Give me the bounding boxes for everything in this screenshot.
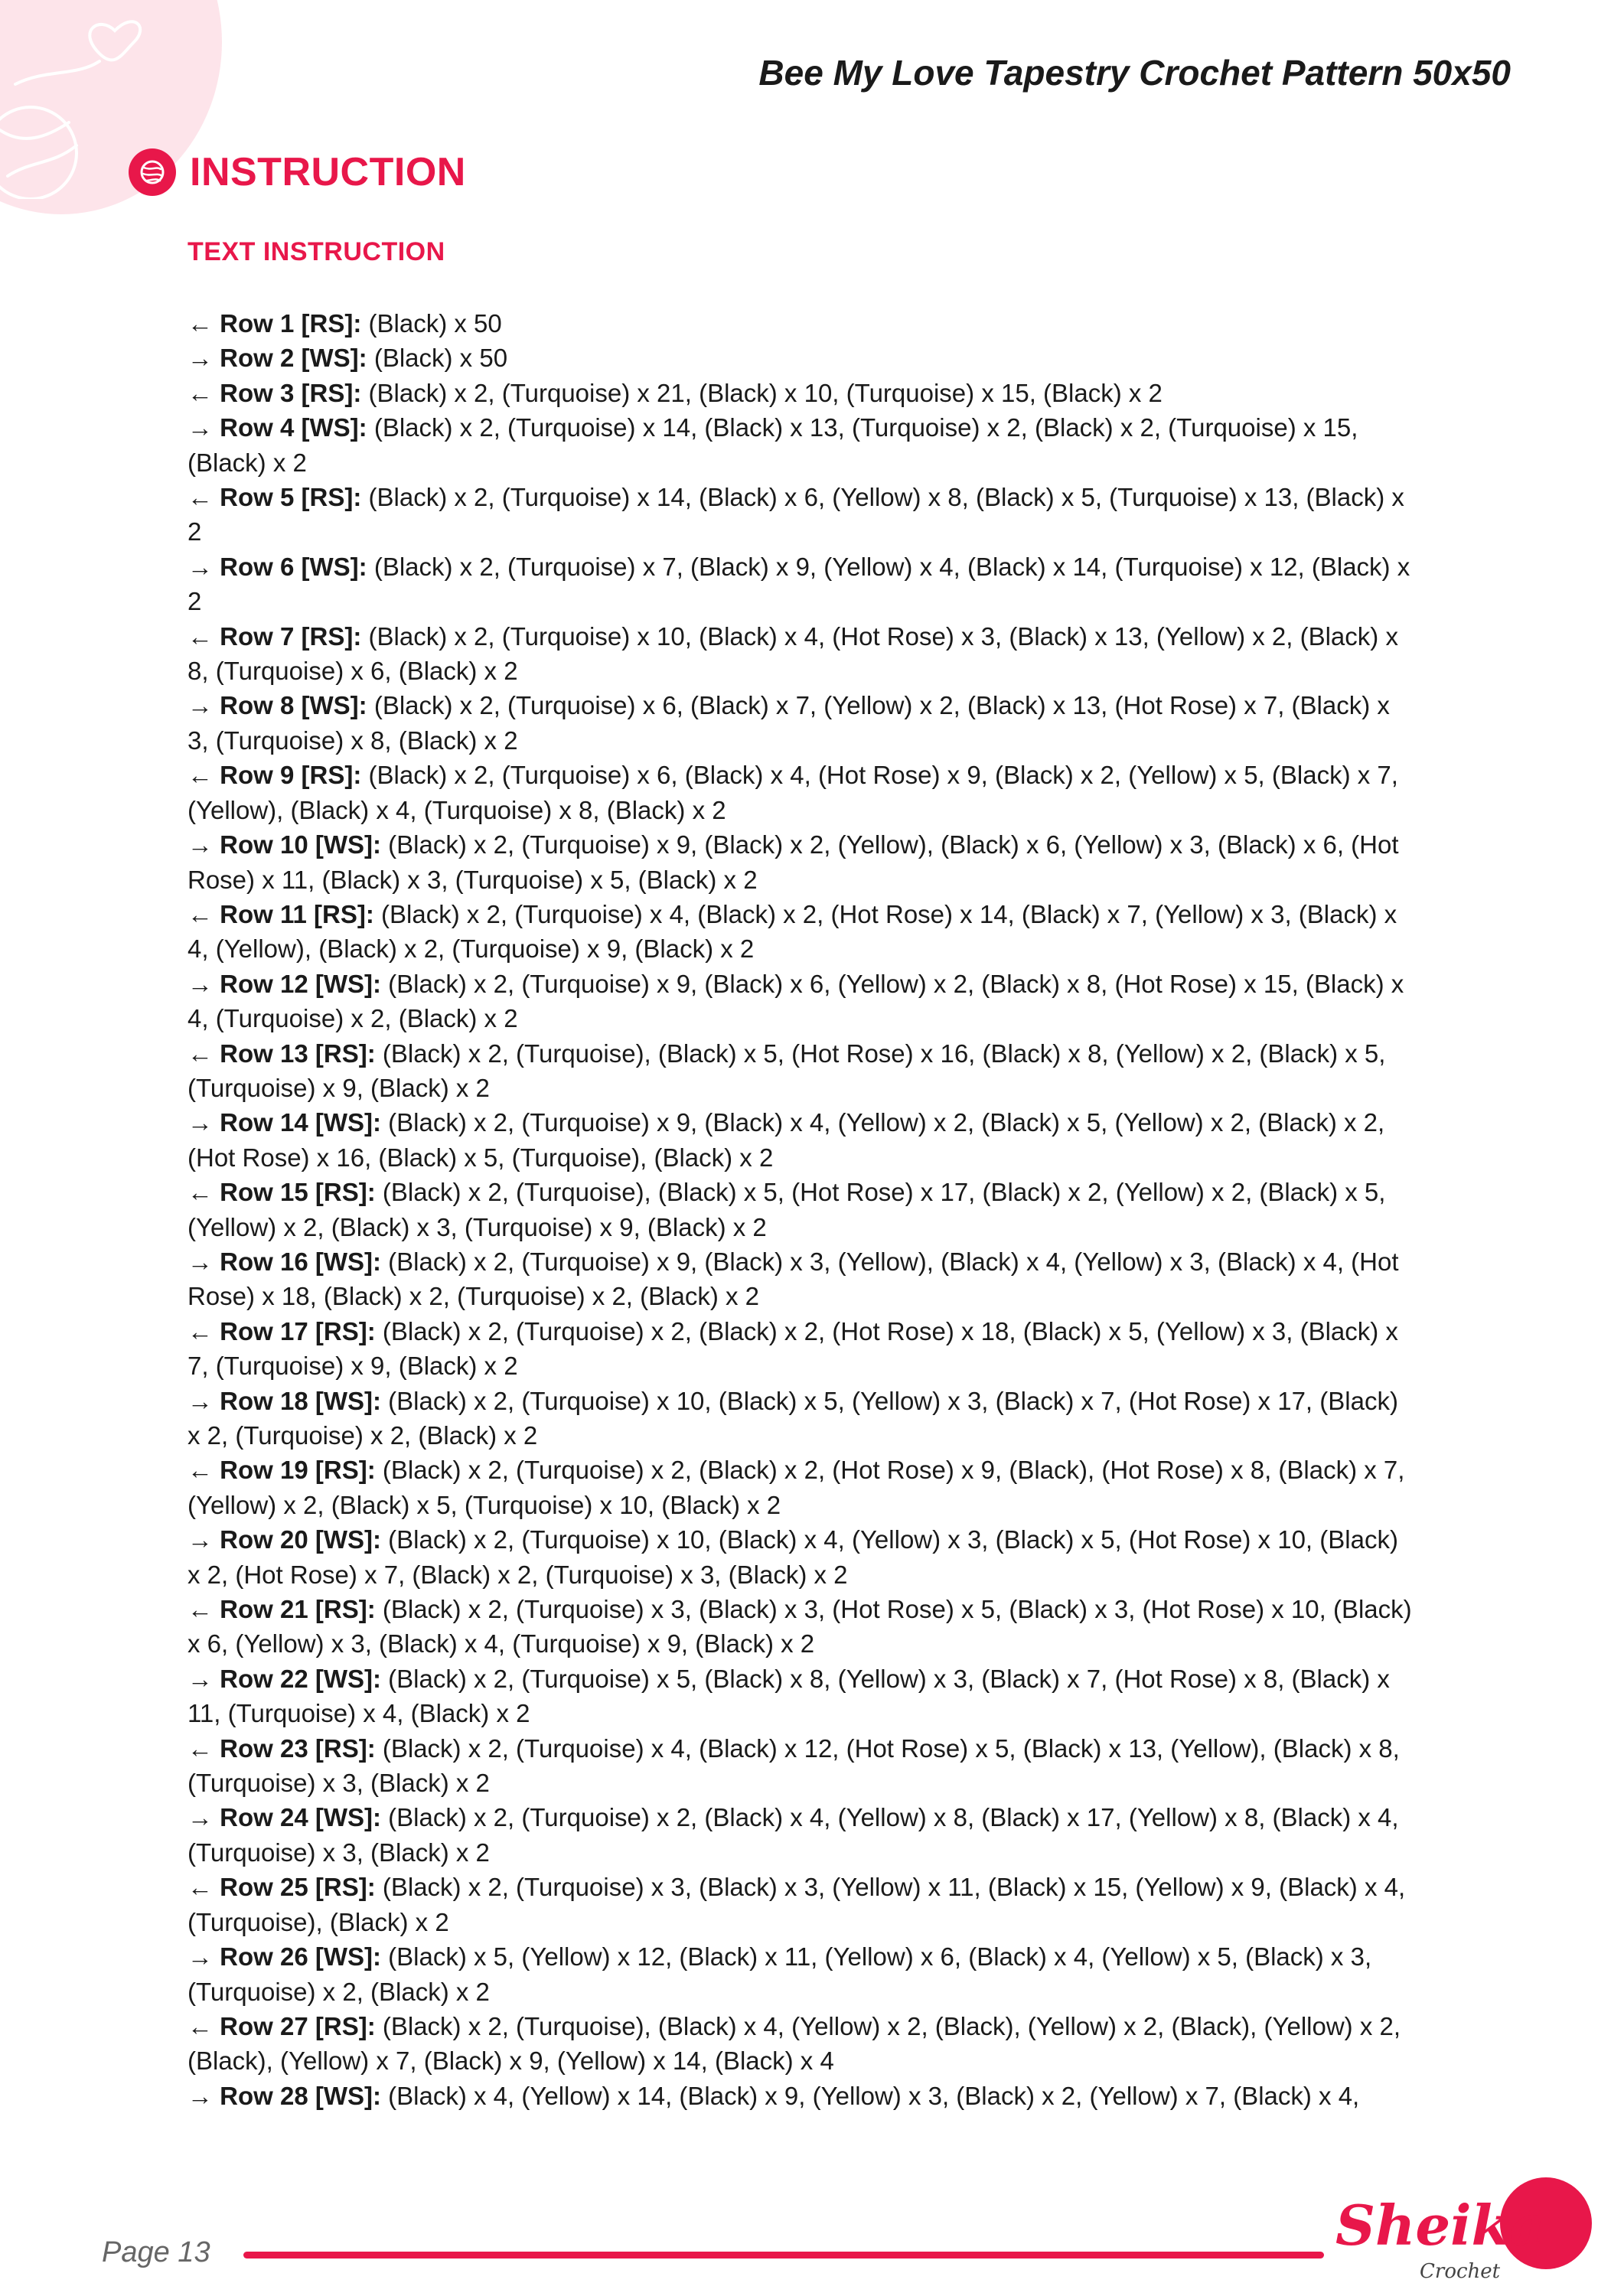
arrow-left-icon: ← [188, 1316, 213, 1345]
row-label: Row 15 [RS]: [220, 1178, 376, 1207]
arrow-left-icon: ← [188, 1873, 213, 1902]
row-label: Row 7 [RS]: [220, 621, 362, 651]
brand-subtitle: Crochet [1420, 2260, 1501, 2283]
arrow-right-icon: → [188, 552, 213, 581]
row-stitches: (Black) x 2, (Turquoise) x 4, (Black) x 2, (Hot Rose) x 14, (Black) x 7, (Yellow) x 3, (Black) x 4, (Yellow), (Black) x 2, (Turquoise) x 9, (Black) x 2 [188, 899, 1397, 964]
row-instruction [188, 1662, 1412, 1731]
arrow-left-icon: ← [188, 2011, 213, 2040]
arrow-left-icon: ← [188, 1039, 213, 1068]
row-label: Row 4 [WS]: [220, 413, 367, 442]
arrow-left-icon: ← [188, 1733, 213, 1763]
row-label: Row 25 [RS]: [220, 1873, 376, 1902]
row-label: Row 26 [WS]: [220, 1942, 381, 1971]
arrow-left-icon: ← [188, 621, 213, 651]
arrow-right-icon: → [188, 1247, 213, 1276]
document-title: Bee My Love Tapestry Crochet Pattern 50x50 [758, 53, 1511, 93]
row-instruction [188, 1105, 1412, 1175]
row-label: Row 8 [WS]: [220, 691, 367, 720]
row-label: Row 12 [WS]: [220, 969, 381, 998]
row-label: Row 16 [WS]: [220, 1247, 381, 1276]
row-instruction [188, 619, 1412, 689]
row-instruction [188, 827, 1412, 897]
row-label: Row 28 [WS]: [220, 2081, 381, 2110]
row-stitches: (Black) x 5, (Yellow) x 12, (Black) x 11, (Yellow) x 6, (Black) x 4, (Yellow) x 5, (Black) x 3, (Turquoise) x 2, (Black) x 2 [188, 1942, 1372, 2006]
brand-name: Sheika [1335, 2193, 1546, 2258]
arrow-right-icon: → [188, 969, 213, 998]
row-instruction [188, 688, 1412, 758]
arrow-right-icon: → [188, 2081, 213, 2110]
section-header [129, 148, 466, 196]
row-label: Row 10 [WS]: [220, 830, 381, 859]
row-stitches: (Black) x 2, (Turquoise) x 9, (Black) x 3, (Yellow), (Black) x 4, (Yellow) x 3, (Black) x 4, (Hot Rose) x 18, (Black) x 2, (Turquoise) x 2, (Black) x 2 [188, 1247, 1399, 1311]
arrow-right-icon: → [188, 1664, 213, 1693]
row-label: Row 27 [RS]: [220, 2011, 376, 2040]
arrow-left-icon: ← [188, 761, 213, 790]
row-label: Row 5 [RS]: [220, 483, 362, 512]
row-instruction [188, 758, 1412, 827]
arrow-left-icon: ← [188, 309, 213, 338]
row-stitches: (Black) x 2, (Turquoise) x 10, (Black) x 5, (Yellow) x 3, (Black) x 7, (Hot Rose) x 17, (Black) x 2, (Turquoise) x 2, (Black) x 2 [188, 1386, 1398, 1450]
arrow-right-icon: → [188, 344, 213, 373]
row-stitches: (Black) x 2, (Turquoise) x 10, (Black) x 4, (Hot Rose) x 3, (Black) x 13, (Yellow) x 2, (Black) x 8, (Turquoise) x 6, (Black) x 2 [188, 621, 1398, 686]
row-stitches: (Black) x 2, (Turquoise) x 9, (Black) x 6, (Yellow) x 2, (Black) x 8, (Hot Rose) x 15, (Black) x 4, (Turquoise) x 2, (Black) x 2 [188, 969, 1404, 1033]
arrow-right-icon: → [188, 830, 213, 859]
row-instruction [188, 1036, 1412, 1106]
arrow-left-icon: ← [188, 483, 213, 512]
arrow-right-icon: → [188, 413, 213, 442]
arrow-left-icon: ← [188, 1178, 213, 1207]
row-label: Row 2 [WS]: [220, 344, 367, 373]
row-instruction [188, 1800, 1412, 1870]
arrow-right-icon: → [188, 1386, 213, 1415]
row-stitches: (Black) x 2, (Turquoise) x 14, (Black) x 6, (Yellow) x 8, (Black) x 5, (Turquoise) x 13, (Black) x 2 [188, 483, 1404, 546]
row-stitches: (Black) x 2, (Turquoise) x 4, (Black) x 12, (Hot Rose) x 5, (Black) x 13, (Yellow), (Black) x 8, (Turquoise) x 3, (Black) x 2 [188, 1733, 1400, 1798]
row-instruction [188, 1314, 1412, 1384]
row-instruction [188, 1592, 1412, 1662]
row-stitches: (Black) x 2, (Turquoise) x 6, (Black) x 7, (Yellow) x 2, (Black) x 13, (Hot Rose) x 7, (Black) x 3, (Turquoise) x 8, (Black) x 2 [188, 691, 1390, 755]
row-instruction [188, 1175, 1412, 1244]
row-label: Row 6 [WS]: [220, 552, 367, 581]
row-label: Row 18 [WS]: [220, 1386, 381, 1415]
section-title: INSTRUCTION [190, 150, 466, 194]
row-label: Row 1 [RS]: [220, 309, 362, 338]
row-instruction [188, 341, 1412, 375]
row-stitches: (Black) x 50 [368, 309, 502, 338]
yarn-ball-icon [129, 148, 176, 196]
row-label: Row 24 [WS]: [220, 1803, 381, 1832]
row-instruction [188, 376, 1412, 410]
row-instruction [188, 2079, 1412, 2113]
row-instruction [188, 550, 1412, 619]
row-label: Row 13 [RS]: [220, 1039, 376, 1068]
row-stitches: (Black) x 4, (Yellow) x 14, (Black) x 9, (Yellow) x 3, (Black) x 2, (Yellow) x 7, (Black) x 4, [388, 2081, 1360, 2110]
arrow-right-icon: → [188, 1108, 213, 1137]
row-stitches: (Black) x 2, (Turquoise) x 2, (Black) x 2, (Hot Rose) x 9, (Black), (Hot Rose) x 8, (Black) x 7, (Yellow) x 2, (Black) x 5, (Turquoise) x 10, (Black) x 2 [188, 1456, 1405, 1519]
arrow-left-icon: ← [188, 899, 213, 928]
row-stitches: (Black) x 2, (Turquoise) x 21, (Black) x 10, (Turquoise) x 15, (Black) x 2 [368, 378, 1163, 407]
arrow-right-icon: → [188, 691, 213, 720]
row-label: Row 22 [WS]: [220, 1664, 381, 1693]
arrow-right-icon: → [188, 1803, 213, 1832]
row-stitches: (Black) x 2, (Turquoise) x 3, (Black) x 3, (Hot Rose) x 5, (Black) x 3, (Hot Rose) x 10, (Black) x 6, (Yellow) x 3, (Black) x 4, (Turquoise) x 9, (Black) x 2 [188, 1595, 1412, 1658]
row-stitches: (Black) x 2, (Turquoise) x 6, (Black) x 4, (Hot Rose) x 9, (Black) x 2, (Yellow) x 5, (Black) x 7, (Yellow), (Black) x 4, (Turquoise) x 8, (Black) x 2 [188, 761, 1398, 824]
arrow-left-icon: ← [188, 1456, 213, 1485]
row-instruction [188, 897, 1412, 967]
row-stitches: (Black) x 2, (Turquoise) x 2, (Black) x 2, (Hot Rose) x 18, (Black) x 5, (Yellow) x 3, (Black) x 7, (Turquoise) x 9, (Black) x 2 [188, 1316, 1398, 1381]
row-instruction [188, 410, 1412, 480]
row-instruction [188, 1870, 1412, 1939]
row-label: Row 17 [RS]: [220, 1316, 376, 1345]
row-label: Row 20 [WS]: [220, 1525, 381, 1554]
row-instruction [188, 1453, 1412, 1522]
row-instruction [188, 1731, 1412, 1801]
row-stitches: (Black) x 50 [373, 344, 508, 373]
row-instructions [188, 306, 1412, 2113]
row-stitches: (Black) x 2, (Turquoise), (Black) x 5, (Hot Rose) x 16, (Black) x 8, (Yellow) x 2, (Black) x 5, (Turquoise) x 9, (Black) x 2 [188, 1039, 1386, 1102]
row-instruction [188, 2009, 1412, 2079]
row-label: Row 11 [RS]: [220, 899, 374, 928]
row-label: Row 9 [RS]: [220, 761, 362, 790]
footer-divider [243, 2252, 1324, 2258]
row-instruction [188, 1384, 1412, 1453]
row-stitches: (Black) x 2, (Turquoise) x 9, (Black) x 4, (Yellow) x 2, (Black) x 5, (Yellow) x 2, (Black) x 2, (Hot Rose) x 16, (Black) x 5, (Turquoise), (Black) x 2 [188, 1108, 1385, 1172]
row-instruction [188, 480, 1412, 550]
row-stitches: (Black) x 2, (Turquoise) x 9, (Black) x 2, (Yellow), (Black) x 6, (Yellow) x 3, (Black) x 6, (Hot Rose) x 11, (Black) x 3, (Turquoise) x 5, (Black) x 2 [188, 830, 1399, 894]
row-label: Row 19 [RS]: [220, 1456, 376, 1485]
brand-logo [1335, 2177, 1603, 2292]
row-label: Row 14 [WS]: [220, 1108, 381, 1137]
row-stitches: (Black) x 2, (Turquoise), (Black) x 4, (Yellow) x 2, (Black), (Yellow) x 2, (Black), (Yellow) x 2, (Black), (Yellow) x 7, (Black) x 9, (Yellow) x 14, (Black) x 4 [188, 2011, 1401, 2076]
row-instruction [188, 1522, 1412, 1592]
row-stitches: (Black) x 2, (Turquoise) x 7, (Black) x 9, (Yellow) x 4, (Black) x 14, (Turquoise) x 12, (Black) x 2 [188, 552, 1410, 616]
row-instruction [188, 1244, 1412, 1314]
row-instruction [188, 967, 1412, 1036]
row-label: Row 23 [RS]: [220, 1733, 376, 1763]
row-instruction [188, 306, 1412, 341]
arrow-left-icon: ← [188, 378, 213, 407]
row-stitches: (Black) x 2, (Turquoise) x 14, (Black) x 13, (Turquoise) x 2, (Black) x 2, (Turquoise) x 15, (Black) x 2 [188, 413, 1358, 477]
row-label: Row 3 [RS]: [220, 378, 362, 407]
row-stitches: (Black) x 2, (Turquoise) x 3, (Black) x 3, (Yellow) x 11, (Black) x 15, (Yellow) x 9, (Black) x 4, (Turquoise), (Black) x 2 [188, 1873, 1406, 1936]
row-stitches: (Black) x 2, (Turquoise), (Black) x 5, (Hot Rose) x 17, (Black) x 2, (Yellow) x 2, (Black) x 5, (Yellow) x 2, (Black) x 3, (Turquoise) x 9, (Black) x 2 [188, 1178, 1386, 1241]
arrow-right-icon: → [188, 1942, 213, 1971]
row-instruction [188, 1939, 1412, 2009]
page-number: Page 13 [102, 2236, 210, 2268]
arrow-right-icon: → [188, 1525, 213, 1554]
row-label: Row 21 [RS]: [220, 1595, 376, 1624]
row-stitches: (Black) x 2, (Turquoise) x 5, (Black) x 8, (Yellow) x 3, (Black) x 7, (Hot Rose) x 8, (Black) x 11, (Turquoise) x 4, (Black) x 2 [188, 1664, 1390, 1728]
row-stitches: (Black) x 2, (Turquoise) x 10, (Black) x 4, (Yellow) x 3, (Black) x 5, (Hot Rose) x 10, (Black) x 2, (Hot Rose) x 7, (Black) x 2, (Turquoise) x 3, (Black) x 2 [188, 1525, 1398, 1589]
subsection-title: TEXT INSTRUCTION [188, 237, 445, 266]
row-stitches: (Black) x 2, (Turquoise) x 2, (Black) x 4, (Yellow) x 8, (Black) x 17, (Yellow) x 8, (Black) x 4, (Turquoise) x 3, (Black) x 2 [188, 1803, 1399, 1867]
arrow-left-icon: ← [188, 1595, 213, 1624]
